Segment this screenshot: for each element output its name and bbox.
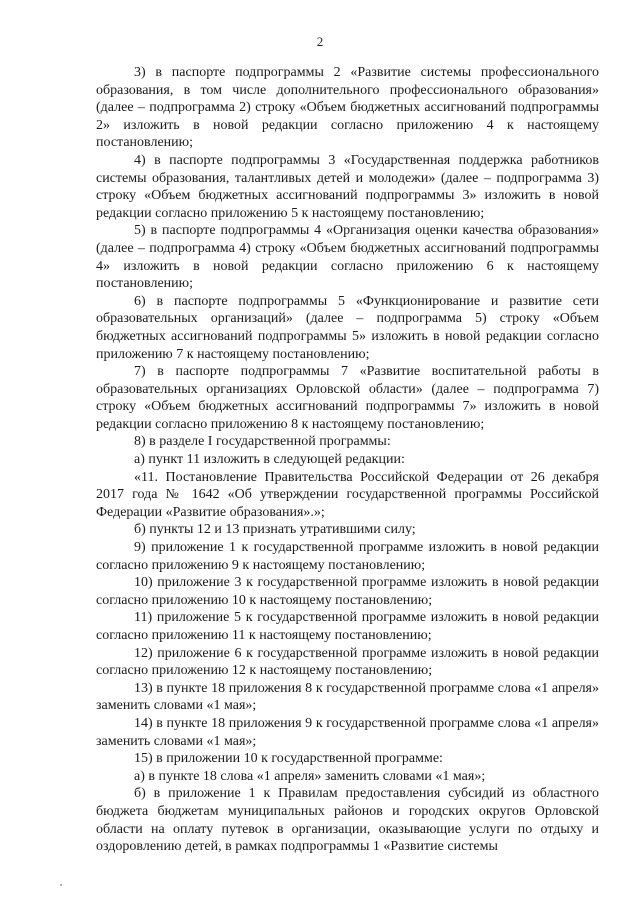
page-number: 2 (316, 34, 324, 49)
paragraph-quoted-point-11: «11. Постановление Правительства Российской Федерации от 26 декабря 2017 года № 1642 «Об утверждении государственной программы Российской Федерации «Развитие образования».»; (96, 469, 599, 520)
paragraph-item-5: 5) в паспорте подпрограммы 4 «Организация оценки качества образования» (далее – подпрограмма 4) строку «Объем бюджетных ассигнований подпрограммы 4» изложить в новой редакции согласно приложению 6 к настоящему постановлению; (96, 223, 599, 292)
paragraph-subitem-8b: б) пункты 12 и 13 признать утратившими силу; (134, 522, 416, 538)
paragraph-subitem-15a: а) в пункте 18 слова «1 апреля» заменить словами «1 мая»; (134, 768, 486, 784)
paragraph-item-10: 10) приложение 3 к государственной программе изложить в новой редакции согласно приложению 10 к настоящему постановлению; (96, 575, 599, 608)
paragraph-item-6: 6) в паспорте подпрограммы 5 «Функционирование и развитие сети образовательных организаций» (далее – подпрограмма 5) строку «Объем бюджетных ассигнований подпрограммы 5» изложить в новой редакции согласно приложению 7 к настоящему постановлению; (96, 293, 599, 362)
paragraph-item-14: 14) в пункте 18 приложения 9 к государственной программе слова «1 апреля» заменить словами «1 мая»; (96, 715, 599, 749)
paragraph-item-13: 13) в пункте 18 приложения 8 к государственной программе слова «1 апреля» заменить словами «1 мая»; (96, 680, 599, 714)
paragraph-item-3: 3) в паспорте подпрограммы 2 «Развитие системы профессионального образования, в том числе дополнительного профессионального образования» (далее – подпрограмма 2) строку «Объем бюджетных ассигнований подпрограммы 2» изложить в новой редакции согласно приложению 4 к настоящему постановлению; (96, 65, 599, 151)
paragraph-item-11: 11) приложение 5 к государственной программе изложить в новой редакции согласно приложению 11 к настоящему постановлению; (96, 610, 599, 643)
paragraph-item-15: 15) в приложении 10 к государственной программе: (134, 751, 443, 767)
scan-speck (60, 884, 62, 886)
paragraph-subitem-8a: а) пункт 11 изложить в следующей редакции: (134, 452, 405, 468)
paragraph-subitem-15b: б) в приложение 1 к Правилам предоставления субсидий из областного бюджета бюджетам муниципальных районов и городских округов Орловской области на оплату путевок в организации, оказывающие услуги по отдыху и оздоровлению детей, в рамках подпрограммы 1 «Развитие системы (96, 786, 599, 855)
document-body (96, 64, 599, 856)
paragraph-item-12: 12) приложение 6 к государственной программе изложить в новой редакции согласно приложению 12 к настоящему постановлению; (96, 645, 599, 679)
paragraph-item-8: 8) в разделе I государственной программы: (134, 434, 391, 450)
paragraph-item-7: 7) в паспорте подпрограммы 7 «Развитие воспитательной работы в образовательных организациях Орловской области» (далее – подпрограмма 7) строку «Объем бюджетных ассигнований подпрограммы 7» изложить в новой редакции согласно приложению 8 к настоящему постановлению; (96, 364, 599, 432)
paragraph-item-9: 9) приложение 1 к государственной программе изложить в новой редакции согласно приложению 9 к настоящему постановлению; (96, 540, 599, 573)
paragraph-item-4: 4) в паспорте подпрограммы 3 «Государственная поддержка работников системы образования, талантливых детей и молодежи» (далее – подпрограмма 3) строку «Объем бюджетных ассигнований подпрограммы 3» изложить в новой редакции согласно приложению 5 к настоящему постановлению; (96, 152, 599, 221)
